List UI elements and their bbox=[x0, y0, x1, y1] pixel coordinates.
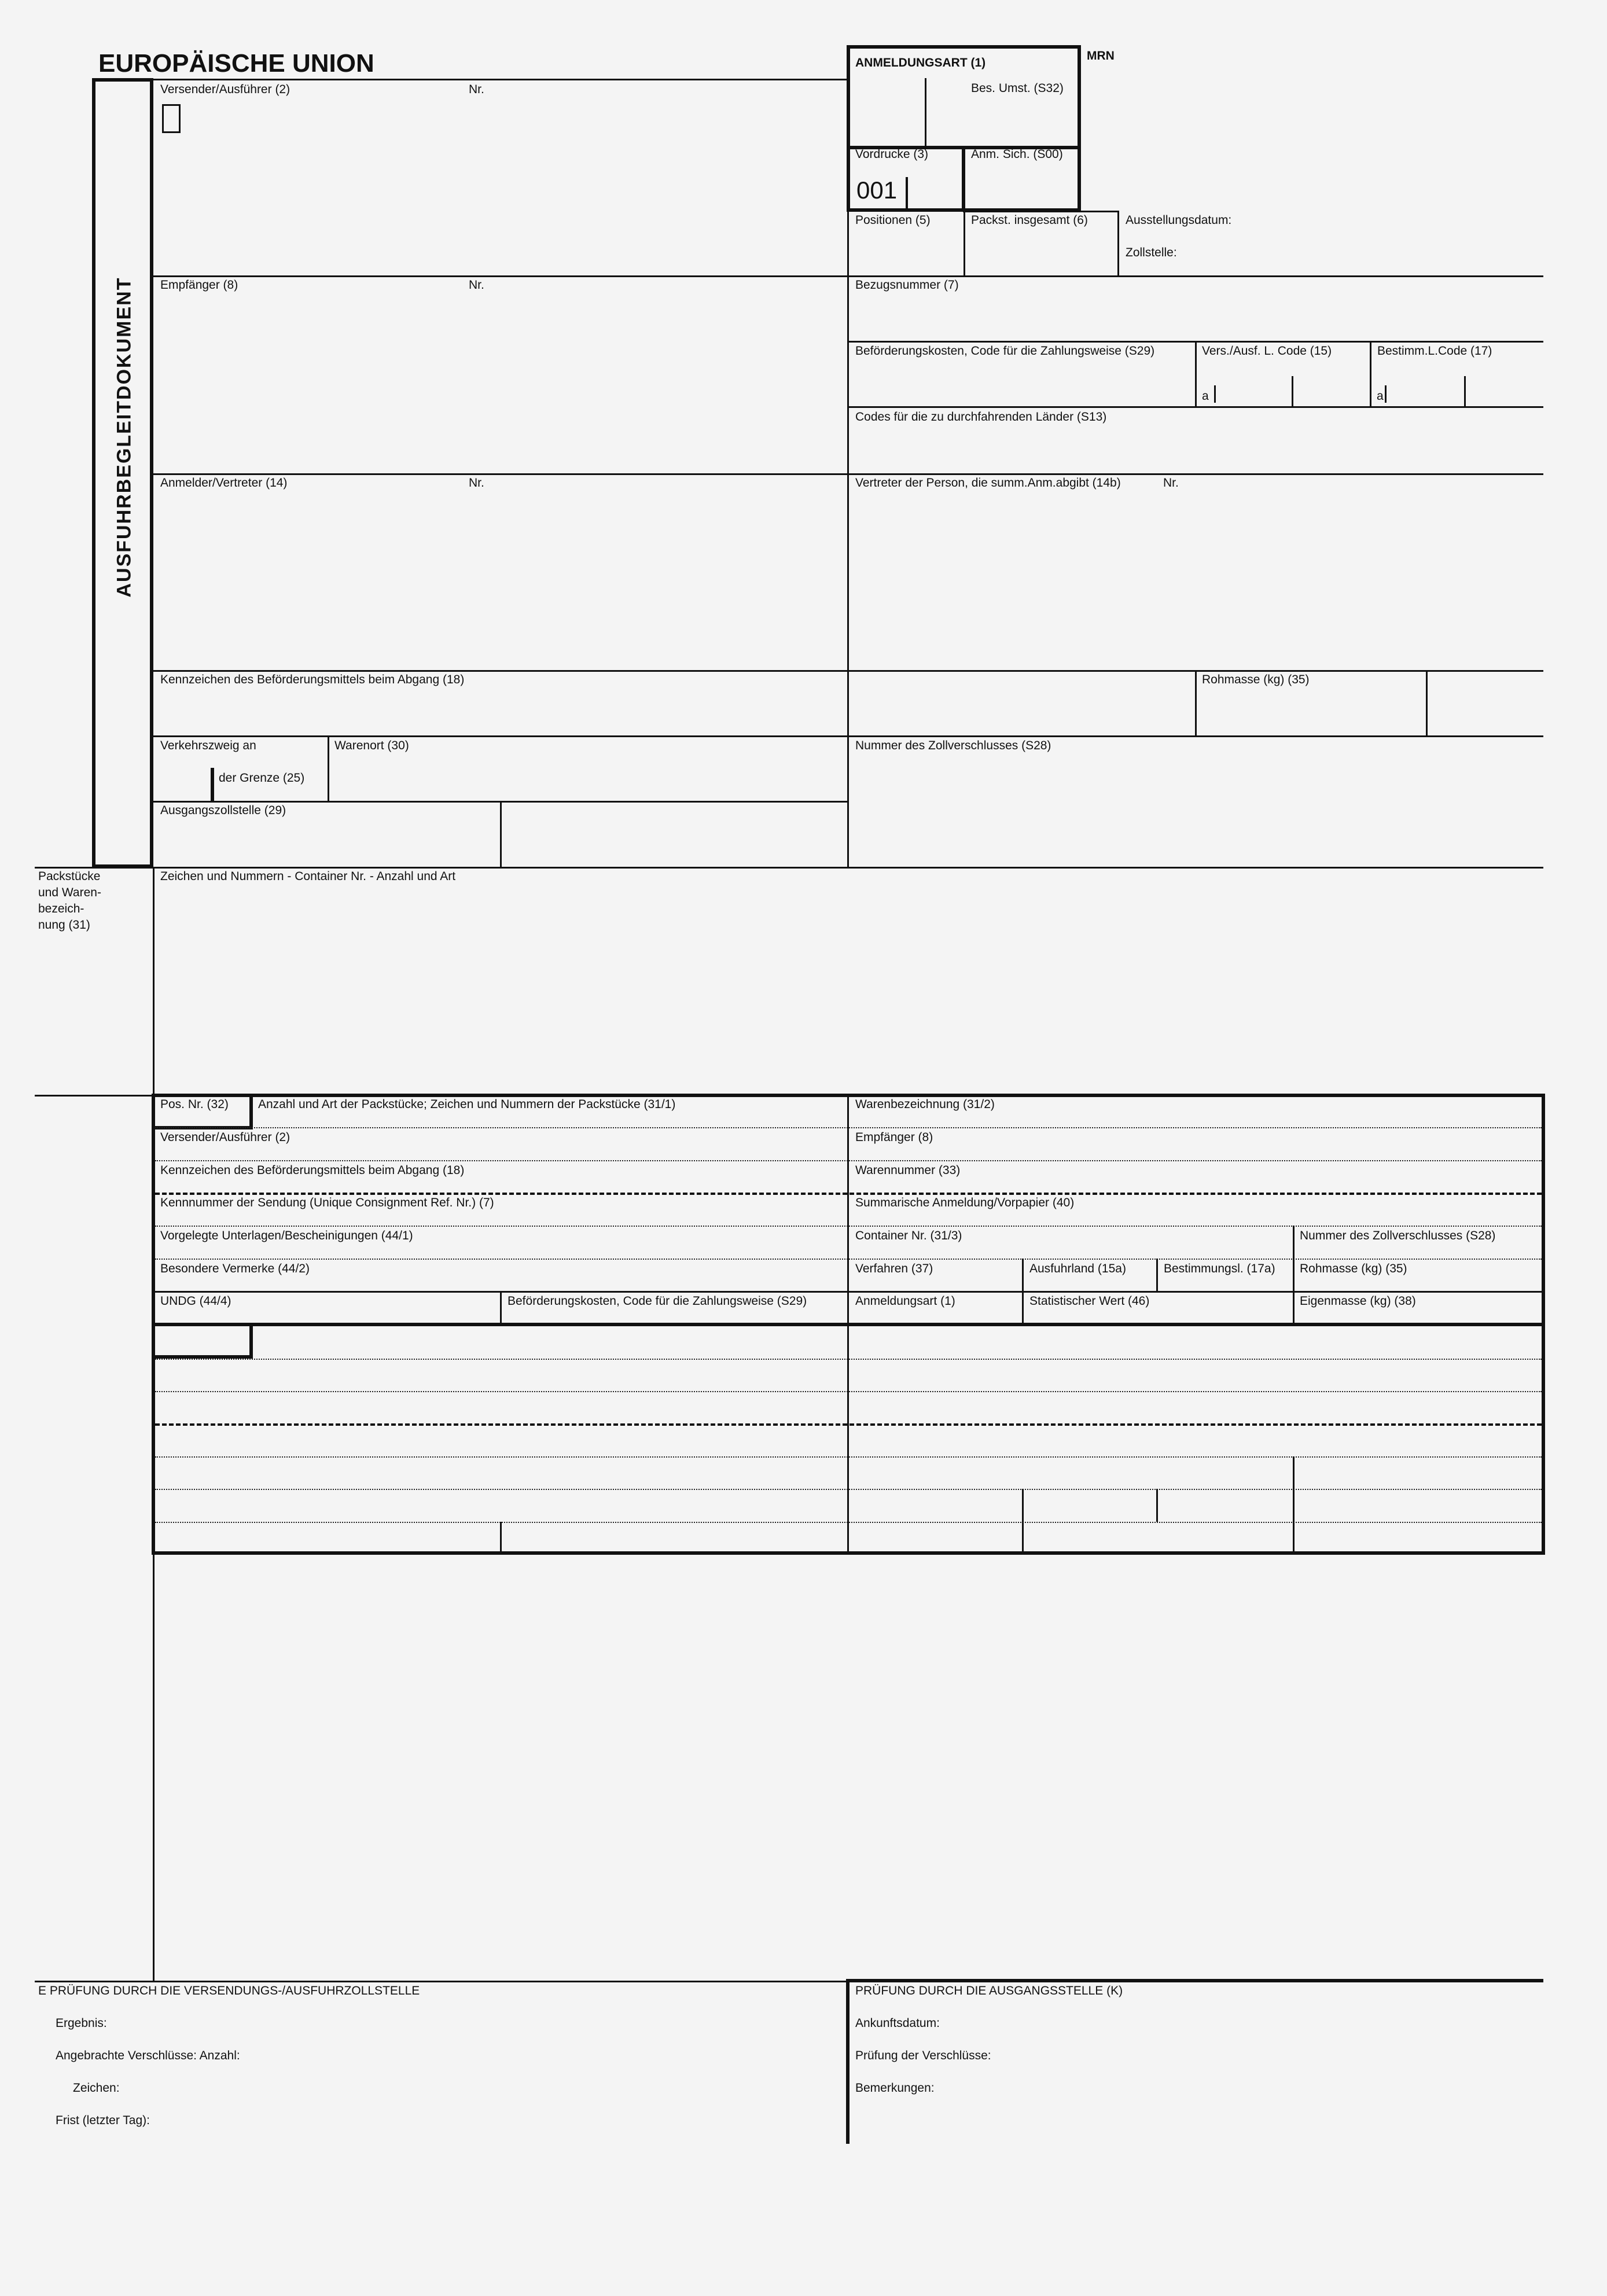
zollverschluss-label: Nummer des Zollverschlusses (S28) bbox=[855, 739, 1051, 752]
zeichen-label: Zeichen und Nummern - Container Nr. - Anzahl und Art bbox=[160, 870, 456, 883]
empfaenger-label: Empfänger (8) bbox=[160, 278, 238, 292]
rule bbox=[906, 177, 908, 208]
befoerderungskosten-label: Beförderungskosten, Code für die Zahlungsweise (S29) bbox=[855, 344, 1155, 358]
container-label: Container Nr. (31/3) bbox=[855, 1229, 962, 1242]
rule bbox=[153, 670, 1543, 672]
vordrucke-value: 001 bbox=[856, 176, 898, 204]
kennnummer-label: Kennnummer der Sendung (Unique Consignment Ref. Nr.) (7) bbox=[160, 1196, 494, 1209]
rule bbox=[1156, 1489, 1158, 1522]
nr-label: Nr. bbox=[469, 278, 484, 292]
warennummer-label: Warennummer (33) bbox=[855, 1164, 961, 1177]
warenort-label: Warenort (30) bbox=[334, 739, 409, 752]
pos-nr-box-2 bbox=[152, 1323, 253, 1359]
e-title: E PRÜFUNG DURCH DIE VERSENDUNGS-/AUSFUHRZOLLSTELLE bbox=[38, 1984, 420, 1997]
k-title: PRÜFUNG DURCH DIE AUSGANGSSTELLE (K) bbox=[855, 1984, 1123, 1997]
nr-label: Nr. bbox=[469, 476, 484, 490]
rohmasse-label: Rohmasse (kg) (35) bbox=[1300, 1262, 1407, 1275]
rule bbox=[1292, 376, 1293, 406]
empfaenger-label: Empfänger (8) bbox=[855, 1131, 933, 1144]
unterlagen-label: Vorgelegte Unterlagen/Bescheinigungen (44/1) bbox=[160, 1229, 413, 1242]
bes-umst-label: Bes. Umst. (S32) bbox=[971, 82, 1064, 95]
pos-nr-label: Pos. Nr. (32) bbox=[160, 1098, 229, 1111]
rule bbox=[35, 1095, 155, 1097]
bestimmungsl-label: Bestimmungsl. (17a) bbox=[1164, 1262, 1275, 1275]
code-a-label: a bbox=[1202, 389, 1209, 403]
dotted-rule bbox=[155, 1226, 1542, 1227]
zeichen-label: Zeichen: bbox=[73, 2081, 120, 2095]
rule bbox=[1117, 211, 1119, 277]
dotted-rule bbox=[155, 1391, 1542, 1392]
dashed-rule bbox=[155, 1193, 1542, 1195]
bemerkungen-label: Bemerkungen: bbox=[855, 2081, 935, 2095]
dotted-rule bbox=[155, 1160, 1542, 1161]
rule bbox=[1385, 385, 1387, 403]
rule bbox=[153, 473, 1543, 475]
packstuecke-label-4: nung (31) bbox=[38, 918, 90, 932]
rule bbox=[963, 211, 1119, 212]
rohmasse-label: Rohmasse (kg) (35) bbox=[1202, 673, 1310, 686]
summarische-label: Summarische Anmeldung/Vorpapier (40) bbox=[855, 1196, 1075, 1209]
anmeldungsart-label: Anmeldungsart (1) bbox=[855, 1294, 955, 1308]
positionen-label: Positionen (5) bbox=[855, 214, 931, 227]
vertreter-person-label: Vertreter der Person, die summ.Anm.abgibt (14b) bbox=[855, 476, 1121, 490]
dotted-rule bbox=[155, 1259, 1542, 1260]
rule bbox=[1156, 1259, 1158, 1292]
ankunftsdatum-label: Ankunftsdatum: bbox=[855, 2017, 940, 2030]
warenbezeichnung-label: Warenbezeichnung (31/2) bbox=[855, 1098, 995, 1111]
dotted-rule bbox=[155, 1456, 1542, 1458]
rule bbox=[847, 406, 1543, 408]
verkehrszweig-label: Verkehrszweig an bbox=[160, 739, 256, 752]
verfahren-label: Verfahren (37) bbox=[855, 1262, 933, 1275]
versender-label: Versender/Ausführer (2) bbox=[160, 1131, 290, 1144]
dotted-rule bbox=[155, 1522, 1542, 1523]
eigenmasse-label: Eigenmasse (kg) (38) bbox=[1300, 1294, 1416, 1308]
rule bbox=[35, 1981, 848, 1982]
dashed-rule bbox=[155, 1423, 1542, 1426]
rule bbox=[1370, 341, 1371, 406]
vordrucke-label: Vordrucke (3) bbox=[855, 148, 929, 161]
rule bbox=[153, 735, 1543, 737]
rule bbox=[847, 1979, 1543, 1982]
rule bbox=[211, 768, 214, 801]
rule bbox=[153, 275, 1543, 277]
rule bbox=[1426, 670, 1428, 736]
ausstellungsdatum-label: Ausstellungsdatum: bbox=[1126, 214, 1232, 227]
rule bbox=[1195, 670, 1197, 736]
ausfuhrland-label: Ausfuhrland (15a) bbox=[1029, 1262, 1126, 1275]
vers-ausf-code-label: Vers./Ausf. L. Code (15) bbox=[1202, 344, 1332, 358]
rule bbox=[925, 78, 926, 146]
verschluesse-label: Angebrachte Verschlüsse: Anzahl: bbox=[56, 2049, 240, 2062]
zollverschluss-label: Nummer des Zollverschlusses (S28) bbox=[1300, 1229, 1496, 1242]
kennzeichen-label: Kennzeichen des Beförderungsmittels beim Abgang (18) bbox=[160, 673, 465, 686]
bezugsnummer-label: Bezugsnummer (7) bbox=[855, 278, 959, 292]
stat-wert-label: Statistischer Wert (46) bbox=[1029, 1294, 1150, 1308]
rule bbox=[1195, 341, 1197, 406]
mrn-label: MRN bbox=[1087, 49, 1115, 62]
rule bbox=[1293, 1226, 1295, 1324]
befoerderungskosten-label: Beförderungskosten, Code für die Zahlungsweise (S29) bbox=[508, 1294, 807, 1308]
dotted-rule bbox=[155, 1489, 1542, 1490]
side-title: AUSFUHRBEGLEITDOKUMENT bbox=[113, 277, 135, 598]
code-a-label: a bbox=[1377, 389, 1384, 403]
versender-label: Versender/Ausführer (2) bbox=[160, 83, 290, 96]
vermerke-label: Besondere Vermerke (44/2) bbox=[160, 1262, 310, 1275]
checkbox[interactable] bbox=[162, 104, 181, 133]
rule bbox=[1022, 1489, 1024, 1554]
bestimm-code-label: Bestimm.L.Code (17) bbox=[1377, 344, 1492, 358]
rule bbox=[1464, 376, 1466, 406]
rule bbox=[328, 735, 329, 801]
rule bbox=[1022, 1259, 1024, 1323]
nr-label: Nr. bbox=[469, 83, 484, 96]
packst-insgesamt-label: Packst. insgesamt (6) bbox=[971, 214, 1088, 227]
rule bbox=[153, 79, 848, 80]
anmelder-label: Anmelder/Vertreter (14) bbox=[160, 476, 288, 490]
rule bbox=[1214, 385, 1216, 403]
anmeldungsart-label: ANMELDUNGSART (1) bbox=[855, 56, 986, 69]
packstuecke-label-1: Packstücke bbox=[38, 870, 101, 883]
rule bbox=[155, 1291, 1542, 1293]
rule bbox=[964, 211, 965, 277]
packstuecke-label-3: bezeich- bbox=[38, 902, 84, 915]
zollstelle-label: Zollstelle: bbox=[1126, 246, 1177, 259]
pruefung-verschluesse-label: Prüfung der Verschlüsse: bbox=[855, 2049, 991, 2062]
anm-sich-label: Anm. Sich. (S00) bbox=[971, 148, 1063, 161]
rule bbox=[500, 801, 502, 868]
rule bbox=[846, 1979, 850, 2144]
rule bbox=[35, 867, 1543, 869]
dotted-rule bbox=[155, 1127, 1542, 1128]
ausgangszollstelle-label: Ausgangszollstelle (29) bbox=[160, 804, 286, 817]
rule bbox=[1293, 1456, 1295, 1554]
codes-laender-label: Codes für die zu durchfahrenden Länder (S13) bbox=[855, 410, 1107, 424]
kennzeichen-label: Kennzeichen des Beförderungsmittels beim Abgang (18) bbox=[160, 1164, 465, 1177]
nr-label: Nr. bbox=[1163, 476, 1179, 490]
undg-label: UNDG (44/4) bbox=[160, 1294, 231, 1308]
der-grenze-label: der Grenze (25) bbox=[219, 771, 305, 785]
rule bbox=[500, 1522, 502, 1554]
rule bbox=[500, 1291, 502, 1324]
anzahl-art-label: Anzahl und Art der Packstücke; Zeichen und Nummern der Packstücke (31/1) bbox=[258, 1098, 676, 1111]
frist-label: Frist (letzter Tag): bbox=[56, 2114, 150, 2127]
dotted-rule bbox=[155, 1359, 1542, 1360]
packstuecke-label-2: und Waren- bbox=[38, 886, 101, 899]
form-title: EUROPÄISCHE UNION bbox=[98, 49, 374, 78]
ergebnis-label: Ergebnis: bbox=[56, 2017, 107, 2030]
rule bbox=[847, 1095, 849, 1323]
